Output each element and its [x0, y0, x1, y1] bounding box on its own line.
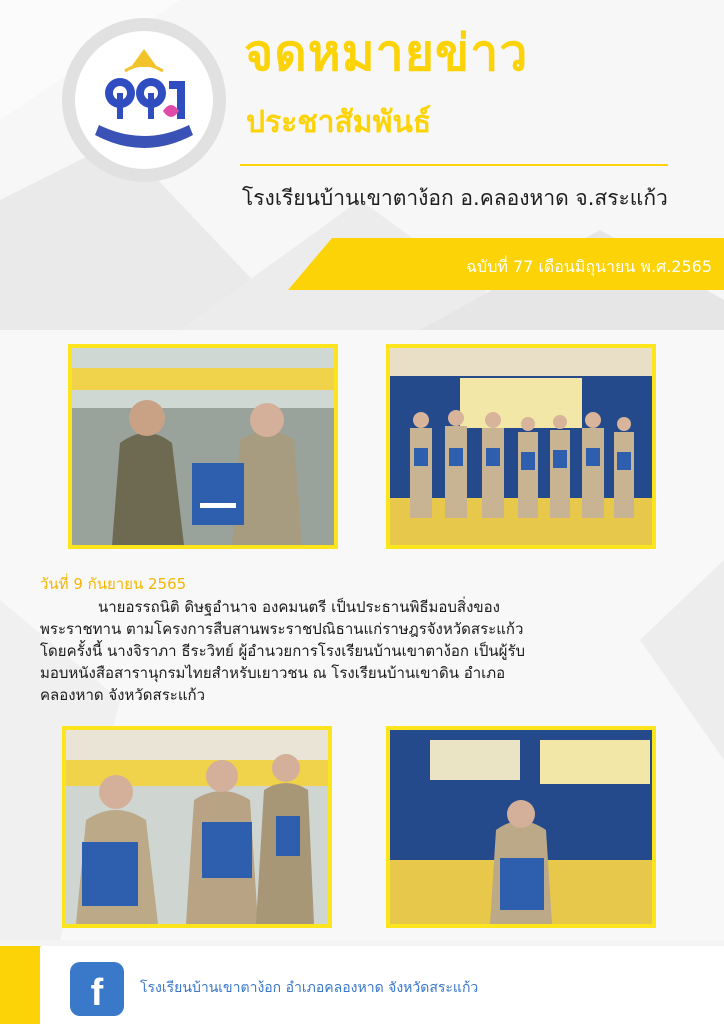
newsletter-title: จดหมายข่าว [244, 24, 529, 82]
photo-director-with-book [386, 726, 656, 928]
photo-teachers-holding-books [62, 726, 332, 928]
article-line: นายอรรถนิติ ดิษฐอำนาจ องคมนตรี เป็นประธานพิธีมอบสิ่งของ [98, 598, 500, 616]
facebook-page-link[interactable]: โรงเรียนบ้านเขาตาง้อก อำเภอคลองหาด จังหวัดสระแก้ว [140, 980, 479, 996]
title-divider [240, 164, 668, 166]
article-date: วันที่ 9 กันยายน 2565 [40, 575, 187, 593]
article-line: มอบหนังสือสารานุกรมไทยสำหรับเยาวชน ณ โรงเรียนบ้านเขาดิน อำเภอ [40, 664, 506, 682]
facebook-icon[interactable]: f [70, 962, 124, 1016]
article-body [40, 596, 680, 706]
school-logo [62, 18, 226, 182]
article-line: โดยครั้งนี้ นางจิราภา ธีระวิทย์ ผู้อำนวยการโรงเรียนบ้านเขาตาง้อก เป็นผู้รับ [40, 642, 526, 660]
issue-label: ฉบับที่ 77 เดือนมิถุนายน พ.ศ.2565 [466, 257, 712, 276]
newsletter-subtitle: ประชาสัมพันธ์ [246, 105, 432, 140]
photo-handover-ceremony [68, 344, 338, 549]
school-name: โรงเรียนบ้านเขาตาง้อก อ.คลองหาด จ.สระแก้ว [242, 186, 668, 210]
photo-group-recipients [386, 344, 656, 549]
article-line: คลองหาด จังหวัดสระแก้ว [40, 686, 205, 704]
article-line: พระราชทาน ตามโครงการสืบสานพระราชปณิธานแก่ราษฎรจังหวัดสระแก้ว [40, 620, 524, 638]
